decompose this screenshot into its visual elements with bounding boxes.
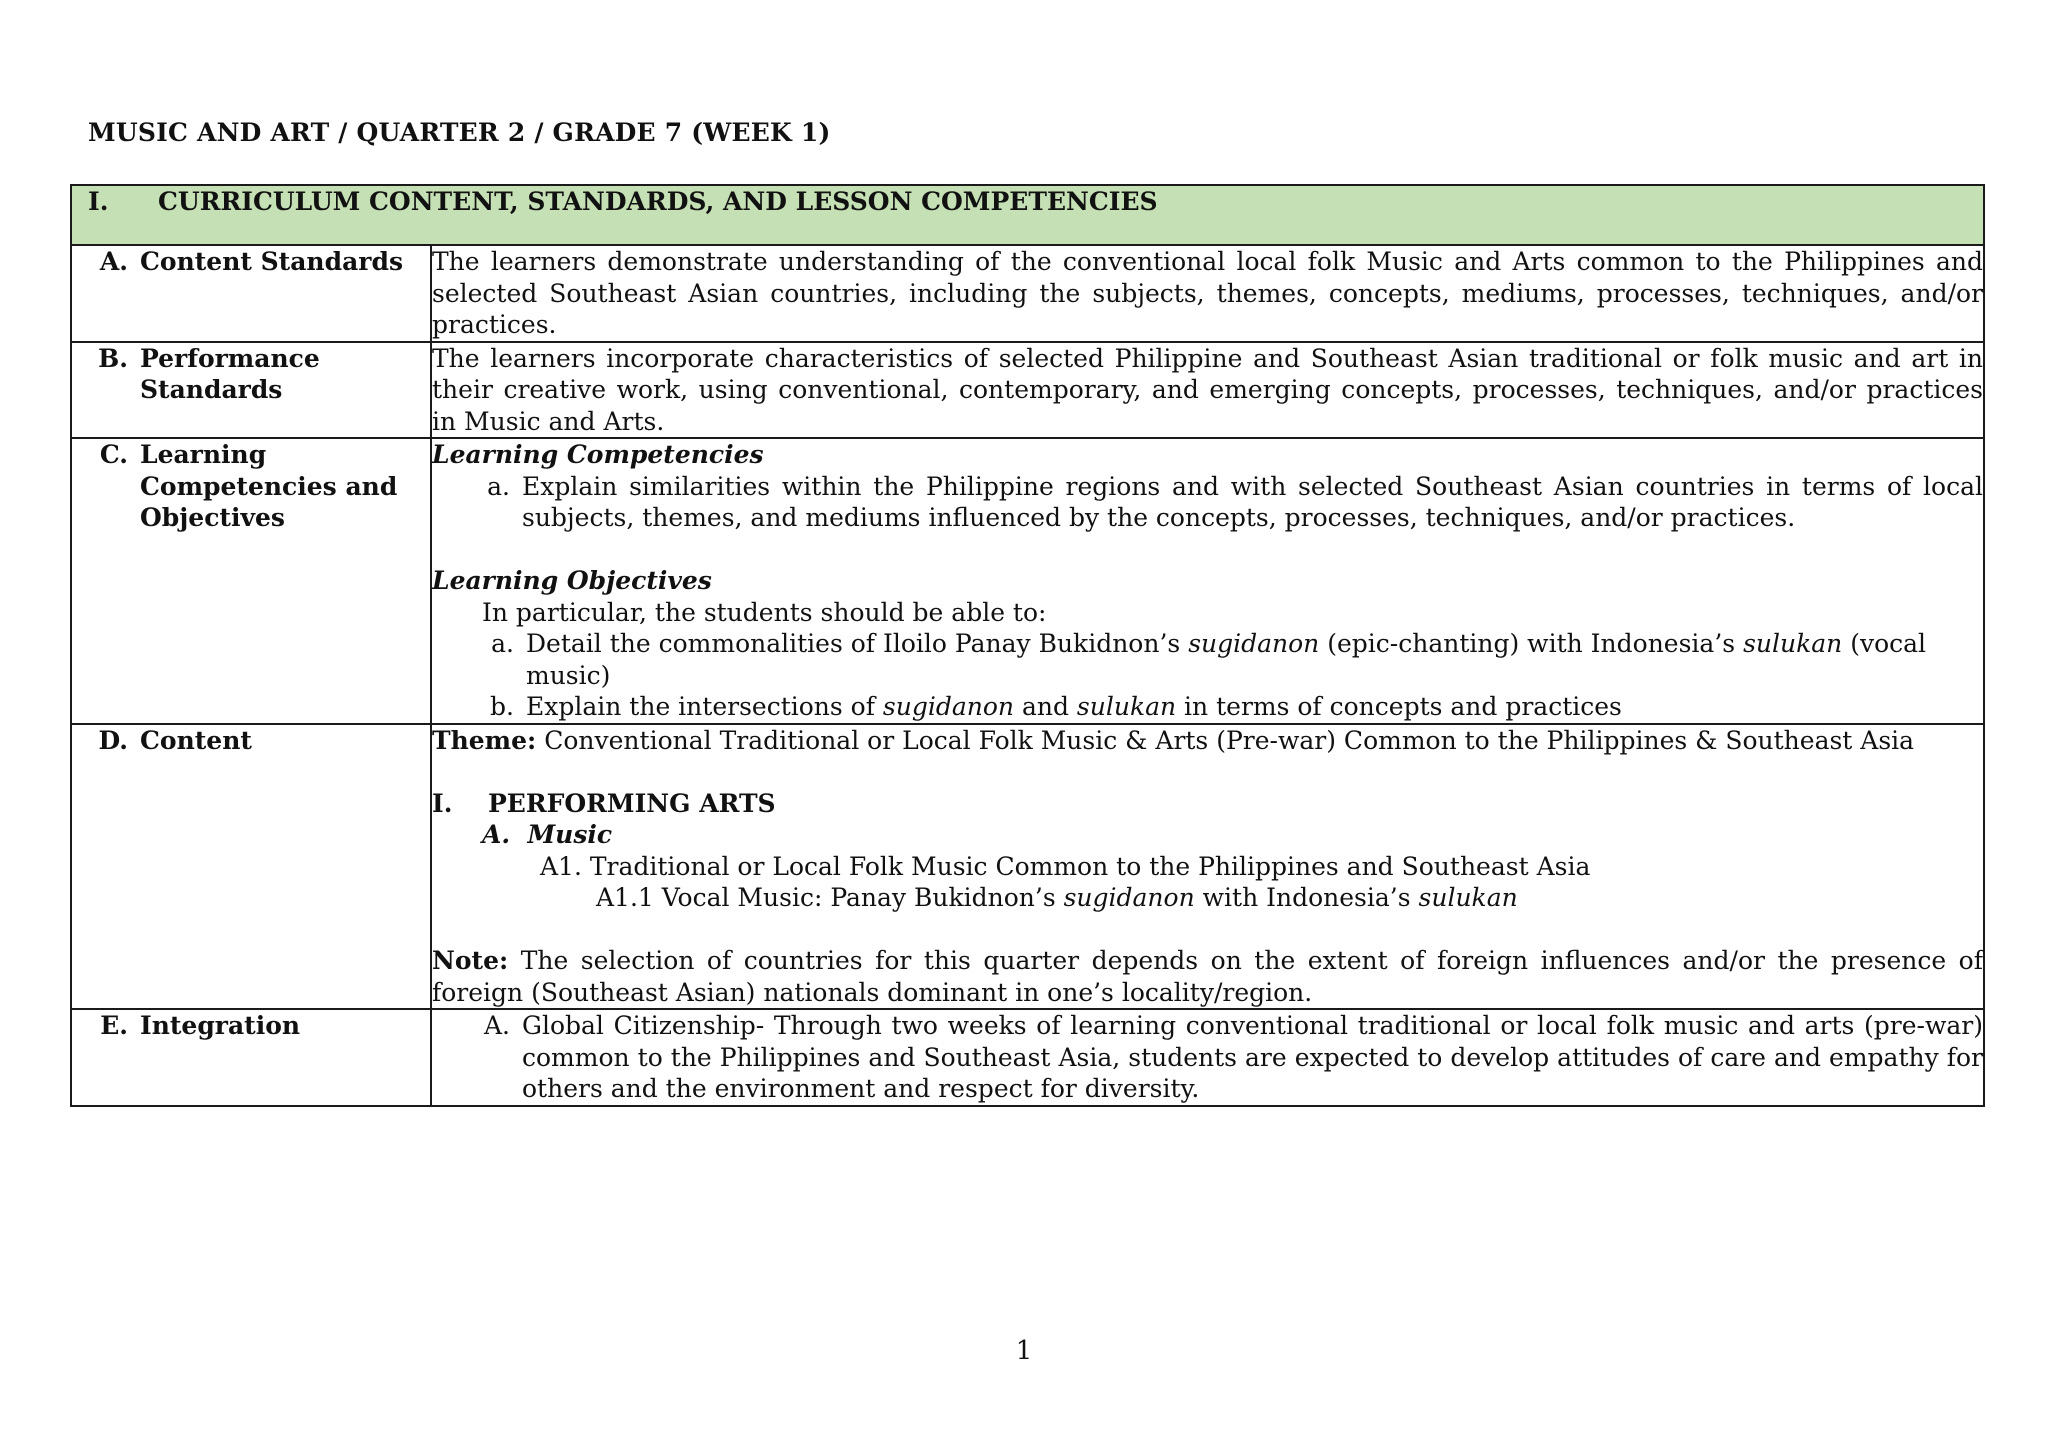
list-item	[432, 691, 1983, 723]
performance-standards-text: The learners incorporate characteristics of selected Philippine and Southeast Asian traditional or folk music and art in their creative work, using conventional, contemporary, and emerging concepts, processes, techniques, and/or practices in Music and Arts.	[431, 342, 1984, 439]
performance-standards-row	[71, 342, 1984, 439]
section-number: I.	[88, 187, 109, 216]
list-text: (vocal music)	[526, 629, 1927, 690]
list-text: in terms of concepts and practices	[1176, 692, 1622, 721]
list-marker: a.	[487, 471, 510, 501]
section-header-row	[71, 185, 1984, 245]
curriculum-table	[70, 184, 1985, 1107]
term-sulukan: sulukan	[1076, 692, 1177, 721]
row-letter: C.	[99, 440, 128, 469]
row-letter: A.	[99, 247, 128, 276]
row-label: Content Standards	[140, 247, 404, 276]
row-label: Content	[140, 725, 252, 755]
integration-row	[71, 1009, 1984, 1106]
list-text: with Indonesia’s	[1194, 883, 1419, 912]
list-text: and	[1014, 692, 1077, 721]
row-label-cell	[71, 342, 431, 439]
theme-text: Conventional Traditional or Local Folk Music & Arts (Pre-war) Common to the Philippines & Southeast Asia	[536, 725, 1915, 755]
content-cell	[431, 724, 1984, 1010]
row-label-cell	[71, 1009, 431, 1106]
list-marker: b.	[490, 692, 514, 721]
row-letter: E.	[100, 1011, 128, 1040]
row-label: Performance Standards	[140, 343, 320, 404]
performing-arts-heading	[432, 788, 1983, 820]
row-letter: D.	[98, 725, 128, 755]
note-line	[432, 945, 1983, 1008]
learning-competencies-row	[71, 438, 1984, 724]
content-row	[71, 724, 1984, 1010]
content-standards-row	[71, 245, 1984, 342]
row-letter: B.	[98, 343, 128, 373]
list-item	[432, 628, 1983, 691]
list-item	[432, 471, 1983, 534]
page-number: 1	[1015, 1336, 1033, 1366]
list-text: A1.1 Vocal Music: Panay Bukidnon’s	[596, 883, 1064, 912]
term-sugidanon: sugidanon	[882, 692, 1015, 721]
note-text: The selection of countries for this quarter depends on the extent of foreign influences and/or the presence of foreign (Southeast Asian) nationals dominant in one’s locality/region.	[432, 946, 1983, 1007]
row-label-cell	[71, 245, 431, 342]
list-text: Explain the intersections of	[526, 692, 883, 721]
learning-competencies-cell	[431, 438, 1984, 724]
theme-label: Theme:	[432, 725, 537, 755]
objectives-heading: Learning Objectives	[432, 566, 712, 595]
objectives-intro: In particular, the students should be able to:	[482, 597, 1047, 627]
content-standards-text: The learners demonstrate understanding of the conventional local folk Music and Arts common to the Philippines and selected Southeast Asian countries, including the subjects, themes, concepts, mediums, processes, techniques, and/or practices.	[431, 245, 1984, 342]
integration-cell	[431, 1009, 1984, 1106]
list-item	[432, 1010, 1983, 1105]
list-marker: a.	[491, 629, 514, 658]
performing-arts-title: PERFORMING ARTS	[488, 788, 776, 818]
note-label: Note:	[432, 946, 509, 975]
term-sugidanon: sugidanon	[1063, 883, 1195, 912]
music-heading: A. Music	[482, 820, 613, 849]
theme-line	[432, 725, 1983, 757]
list-text: Explain similarities within the Philippine regions and with selected Southeast Asian countries in terms of local subjects, themes, and mediums influenced by the concepts, processes, techniques, and/or practices.	[522, 471, 1983, 532]
content-item-a1-1	[432, 882, 1983, 914]
competencies-heading: Learning Competencies	[432, 440, 764, 469]
row-label-cell	[71, 438, 431, 724]
page-title: MUSIC AND ART / QUARTER 2 / GRADE 7 (WEEK 1)	[88, 118, 831, 147]
list-text: Detail the commonalities of Iloilo Panay Bukidnon’s	[526, 629, 1189, 658]
term-sulukan: sulukan	[1743, 629, 1843, 658]
list-marker: I.	[432, 788, 453, 818]
row-label: Learning Competencies and Objectives	[140, 440, 398, 532]
content-item-a1: A1. Traditional or Local Folk Music Common to the Philippines and Southeast Asia	[540, 851, 1591, 881]
term-sugidanon: sugidanon	[1188, 629, 1320, 658]
list-text: Global Citizenship- Through two weeks of learning conventional traditional or local folk music and arts (pre-war) common to the Philippines and Southeast Asia, students are expected to develop attitudes of care and empathy for others and the environment and respect for diversity.	[522, 1011, 1983, 1103]
row-label: Integration	[140, 1011, 301, 1040]
list-marker: A.	[483, 1011, 510, 1040]
term-sulukan: sulukan	[1418, 883, 1518, 912]
section-header	[71, 185, 1984, 245]
row-label-cell	[71, 724, 431, 1010]
list-text: (epic-chanting) with Indonesia’s	[1319, 629, 1744, 658]
section-title: CURRICULUM CONTENT, STANDARDS, AND LESSON COMPETENCIES	[158, 187, 1158, 216]
